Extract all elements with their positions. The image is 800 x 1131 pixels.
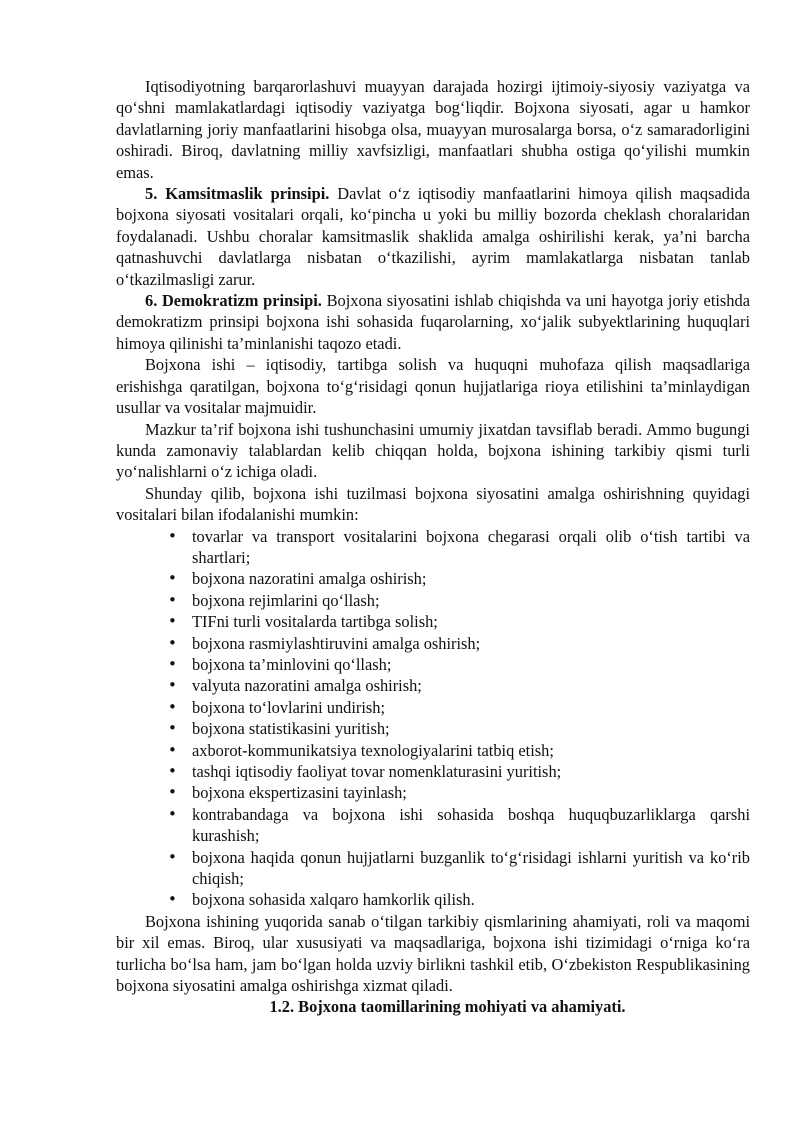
list-item: • bojxona rasmiylashtiruvini amalga oshirish;	[192, 633, 750, 654]
list-item: • TIFni turli vositalarda tartibga solish;	[192, 611, 750, 632]
list-item: • axborot-kommunikatsiya texnologiyalarini tatbiq etish;	[192, 740, 750, 761]
list-item: • bojxona nazoratini amalga oshirish;	[192, 568, 750, 589]
list-item: • bojxona statistikasini yuritish;	[192, 718, 750, 739]
principle-6-title: 6. Demokratizm prinsipi.	[145, 291, 322, 311]
list-item: • bojxona rejimlarini qo‘llash;	[192, 590, 750, 611]
list-item: • bojxona haqida qonun hujjatlarni buzganlik to‘g‘risidagi ishlarni yuritish va ko‘rib chiqish;	[192, 847, 750, 890]
paragraph-democracy	[116, 290, 750, 354]
paragraph-list-intro: Shunday qilib, bojxona ishi tuzilmasi bojxona siyosatini amalga oshirishning quyidagi vositalari bilan ifodalanishi mumkin:	[116, 483, 750, 525]
list-item: • tovarlar va transport vositalarini bojxona chegarasi orqali olib o‘tish tartibi va shartlari;	[192, 526, 750, 569]
list-item: • bojxona sohasida xalqaro hamkorlik qilish.	[192, 889, 750, 910]
paragraph-economic-stability: Iqtisodiyotning barqarorlashuvi muayyan darajada hozirgi ijtimoiy-siyosiy vaziyatga va qo‘shni mamlakatlardagi iqtisodiy vaziyatga bog‘liqdir. Bojxona siyosati, agar u hamkor davlatlarning joriy manfaatlarini hisobga olsa, muayyan murosalarga borsa, o‘z samaradorligini oshiradi. Biroq, davlatning milliy xavfsizligi, manfaatlari shubha ostiga qo‘yilishi mumkin emas.	[116, 77, 750, 182]
principle-6-text: Bojxona siyosatini ishlab chiqishda va uni hayotga joriy etishda demokratizm prinsipi bojxona ishi sohasida fuqarolarning, xo‘jalik subyektlarining huquqlari himoya qilinishi ta’minlanishi taqozo etadi.	[116, 291, 750, 353]
paragraph-non-discrimination	[116, 183, 750, 290]
list-item: • bojxona ta’minlovini qo‘llash;	[192, 654, 750, 675]
list-item: • bojxona ekspertizasini tayinlash;	[192, 782, 750, 803]
principle-5-title: 5. Kamsitmaslik prinsipi.	[145, 184, 330, 204]
customs-tools-list	[116, 526, 750, 911]
principle-5-text: Davlat o‘z iqtisodiy manfaatlarini himoya qilish maqsadida bojxona siyosati vositalari orqali, ko‘pincha u yoki bu milliy bozorda cheklash choralaridan foydalanadi. Ushbu choralar kamsitmaslik shaklida amalga oshirilishi kerak, ya’ni barcha qatnashuvchi davlatlarga nisbatan o‘tkazilishi, ayrim mamlakatlarga nisbatan tanlab o‘tkazilmasligi zarur.	[116, 184, 750, 289]
list-item: • valyuta nazoratini amalga oshirish;	[192, 675, 750, 696]
paragraph-conclusion: Bojxona ishining yuqorida sanab o‘tilgan tarkibiy qismlarining ahamiyati, roli va maqomi bir xil emas. Biroq, ular xususiyati va maqsadlariga, bojxona ishi tizimidagi o‘rniga ko‘ra turlicha bo‘lsa ham, jam bo‘lgan holda uzviy birlikni tashkil etib, O‘zbekiston Respublikasining bojxona siyosatini amalga oshirishga xizmat qiladi.	[116, 911, 750, 996]
list-item: • kontrabandaga va bojxona ishi sohasida boshqa huquqbuzarliklarga qarshi kurashish;	[192, 804, 750, 847]
paragraph-customs-definition: Bojxona ishi – iqtisodiy, tartibga solish va huquqni muhofaza qilish maqsadlariga erishishga qaratilgan, bojxona to‘g‘risidagi qonun hujjatlariga rioya etilishini ta’minlaydigan usullar va vositalar majmuidir.	[116, 355, 750, 418]
section-heading: 1.2. Bojxona taomillarining mohiyati va ahamiyati.	[269, 997, 626, 1017]
paragraph-definition-scope: Mazkur ta’rif bojxona ishi tushunchasini umumiy jixatdan tavsiflab beradi. Ammo bugungi kunda zamonaviy talablardan kelib chiqqan holda, bojxona ishining tarkibiy qismi turli yo‘nalishlarni o‘z ichiga oladi.	[116, 419, 750, 482]
list-item: • bojxona to‘lovlarini undirish;	[192, 697, 750, 718]
list-item: • tashqi iqtisodiy faoliyat tovar nomenklaturasini yuritish;	[192, 761, 750, 782]
